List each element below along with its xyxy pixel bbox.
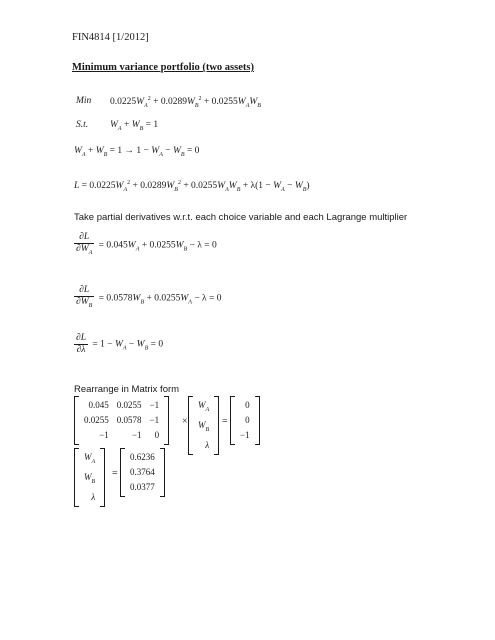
vector-cell: $W_B$ xyxy=(84,471,96,485)
vector-cell: −1 xyxy=(240,430,250,440)
matrix-cell: 0.0578 xyxy=(116,415,142,425)
derivative-wb: $\frac{\partial L}{\partial W_B}$ = $0.0578W_B + 0.0255W_A - \lambda = 0$ xyxy=(74,285,222,312)
solution-variable-vector xyxy=(74,448,105,507)
derivative-lambda: $\frac{\partial L}{\partial\lambda}$ = $1 - W_A - W_B = 0$ xyxy=(76,333,164,355)
solution-value: 0.0377 xyxy=(130,482,155,492)
matrix-cell: 0.045 xyxy=(88,400,109,410)
solution-value: 0.6236 xyxy=(130,452,155,462)
matrix-row xyxy=(80,413,163,428)
objective-expression: $0.0225W_A^2 + 0.0289W_B^2 + 0.0255W_AW_B$ xyxy=(110,96,261,110)
matrix-cell: −1 xyxy=(131,430,142,440)
matrix-cell: 0.0255 xyxy=(116,400,142,410)
vector-cell: λ xyxy=(91,491,96,502)
instruction-text: Take partial derivatives w.r.t. each choice variable and each Lagrange multiplier xyxy=(74,212,408,223)
matrix-cell: 0.0255 xyxy=(84,415,109,425)
matrix-row xyxy=(80,428,163,443)
rhs-vector xyxy=(230,396,260,445)
vector-cell: 0 xyxy=(245,415,250,425)
solution-equals-operator: = xyxy=(112,468,118,479)
vector-cell: $W_B$ xyxy=(198,419,210,433)
matrix-cell: −1 xyxy=(99,430,109,440)
vector-cell: $W_A$ xyxy=(198,400,210,413)
vector-cell: λ xyxy=(205,439,210,450)
times-operator: × xyxy=(182,416,188,427)
derivative-lambda-fraction: $\frac{\partial L}{\partial\lambda}$ xyxy=(76,333,86,355)
matrix-cell: −1 xyxy=(149,415,160,425)
objective-label: Min xyxy=(76,96,92,106)
equals-operator: = xyxy=(222,416,228,427)
solution-value-vector xyxy=(120,448,165,497)
constraint-label: S.t. xyxy=(76,120,89,130)
derivative-wa: $\frac{\partial L}{\partial W_A}$ = $0.045W_A + 0.0255W_B - \lambda = 0$ xyxy=(74,232,217,259)
variable-vector xyxy=(188,396,219,455)
matrix-row xyxy=(80,398,163,413)
rearrange-label: Rearrange in Matrix form xyxy=(74,384,180,395)
matrix-cell: −1 xyxy=(149,400,160,410)
section-title: Minimum variance portfolio (two assets) xyxy=(72,62,254,73)
constraint-expression: $W_A + W_B = 1$ xyxy=(110,120,159,132)
coefficient-matrix xyxy=(74,396,169,445)
solution-value: 0.3764 xyxy=(130,467,155,477)
vector-cell: $W_A$ xyxy=(84,452,96,465)
lagrangian: $L = 0.0225W_A^2 + 0.0289W_B^2 + 0.0255W_AW_B + \lambda(1 - W_A - W_B)$ xyxy=(74,180,310,194)
derivative-wb-fraction: $\frac{\partial L}{\partial W_B}$ xyxy=(76,285,93,309)
matrix-cell: 0 xyxy=(154,430,160,440)
derivative-wa-fraction: $\frac{\partial L}{\partial W_A}$ xyxy=(76,232,93,256)
constraint-rewrite: $W_A + W_B = 1 \to 1 - W_A - W_B = 0$ xyxy=(74,146,200,158)
document-header: FIN4814 [1/2012] xyxy=(72,32,149,43)
vector-cell: 0 xyxy=(245,400,250,410)
